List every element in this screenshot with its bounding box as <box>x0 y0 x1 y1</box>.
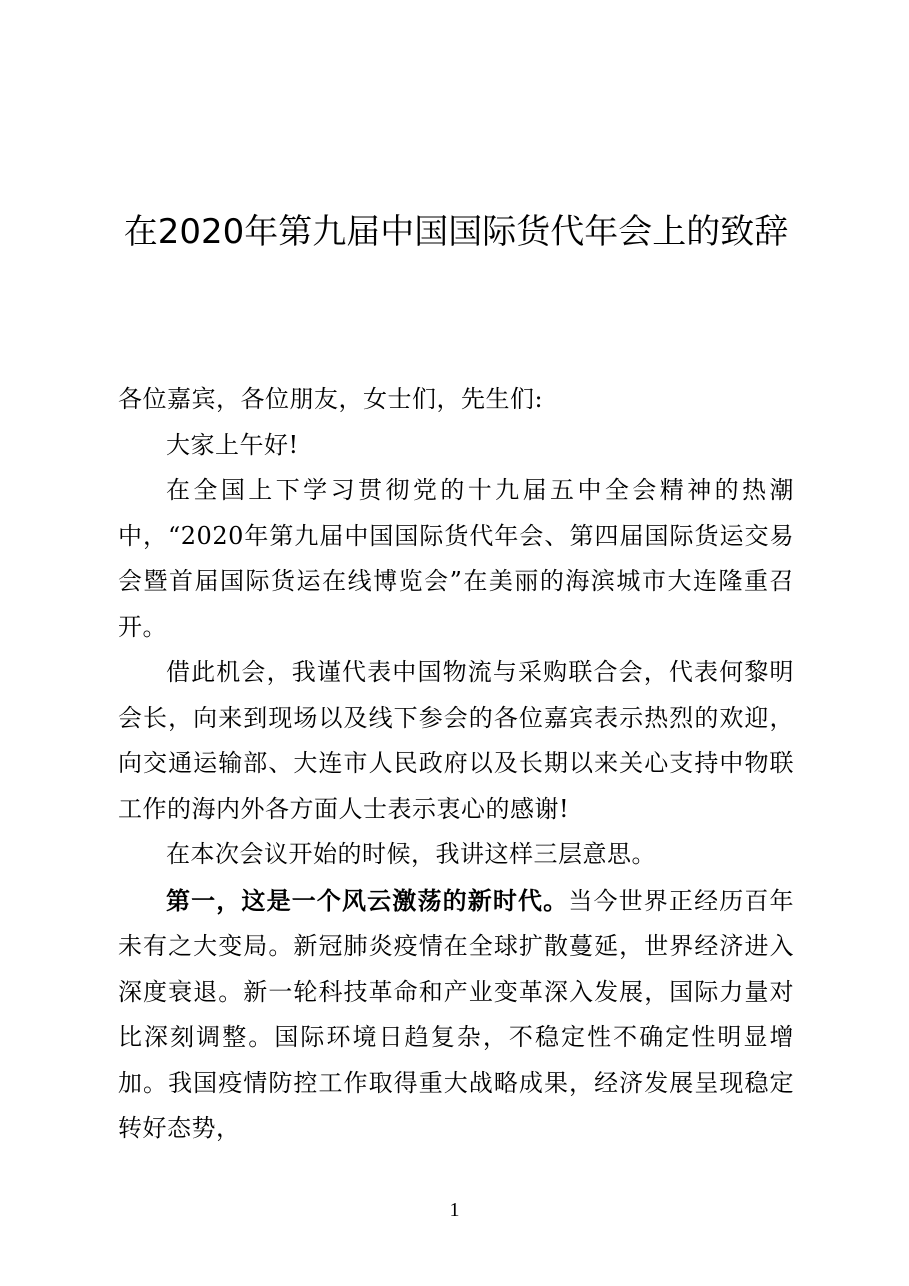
paragraph-intro <box>118 832 794 878</box>
paragraph-text: 当今世界正经历百年未有之大变局。新冠肺炎疫情在全球扩散蔓延，世界经济进入深度衰退。新一轮科技革命和产业变革深入发展，国际力量对比深刻调整。国际环境日趋复杂，不稳定性不确定性明显增加。我国疫情防控工作取得重大战略成果，经济发展呈现稳定转好态势， <box>118 886 795 1142</box>
paragraph-text: 大家上午好! <box>166 430 299 459</box>
paragraph-thanks <box>118 650 794 832</box>
paragraph-text: 在本次会议开始的时候，我讲这样三层意思。 <box>166 840 656 868</box>
page-number: 1 <box>449 1199 460 1221</box>
paragraph-opening <box>118 468 794 650</box>
paragraph-first-point <box>118 878 794 1152</box>
paragraph-text: 借此机会，我谨代表中国物流与采购联合会，代表何黎明会长，向来到现场以及线下参会的各位嘉宾表示热烈的欢迎，向交通运输部、大连市人民政府以及长期以来关心支持中物联工作的海内外各方面人士表示衷心的感谢! <box>118 658 794 823</box>
paragraph-lead: 第一，这是一个风云激荡的新时代。 <box>166 885 569 915</box>
salutation: 各位嘉宾，各位朋友，女士们，先生们: <box>118 385 544 413</box>
document-title: 在2020年第九届中国国际货代年会上的致辞 <box>123 212 789 252</box>
paragraph-text: 在全国上下学习贯彻党的十九届五中全会精神的热潮中，“2020年第九届中国国际货代年会、第四届国际货运交易会暨首届国际货运在线博览会”在美丽的海滨城市大连隆重召开。 <box>118 476 794 641</box>
paragraph-greeting <box>118 423 794 469</box>
document-body <box>118 377 794 1152</box>
